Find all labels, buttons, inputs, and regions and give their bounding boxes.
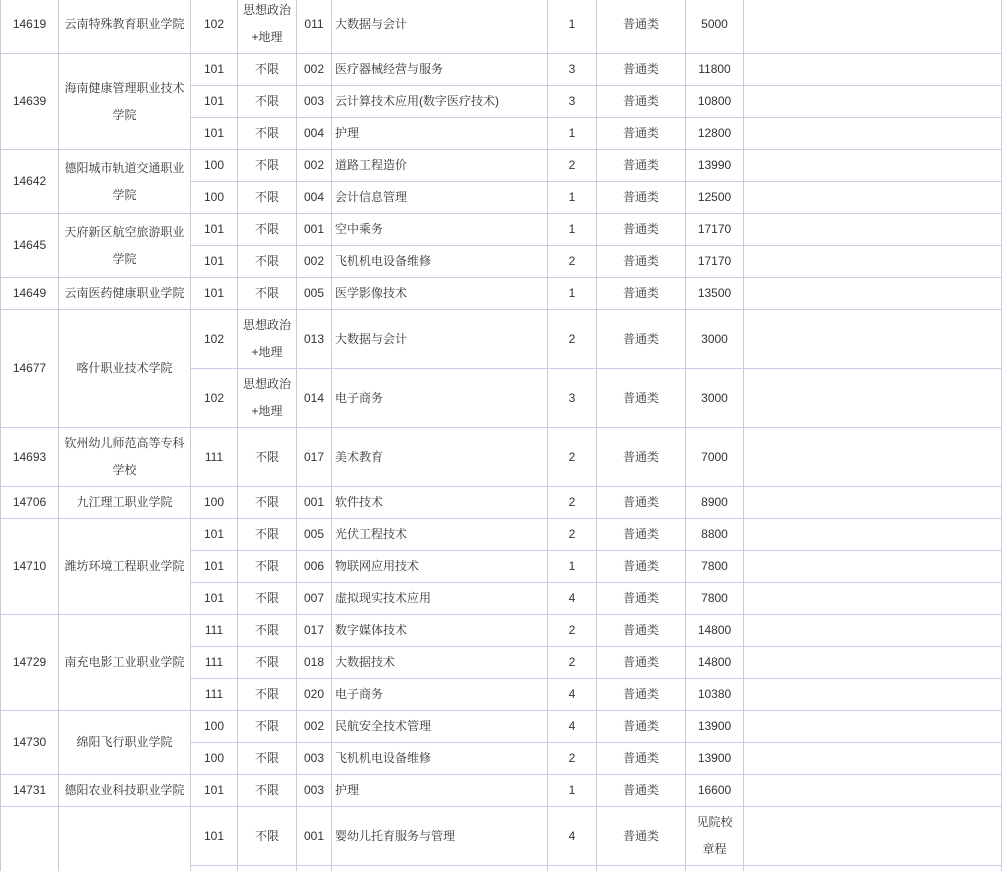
category-cell: 普通类: [597, 214, 686, 246]
plan-count-cell: 2: [548, 743, 597, 775]
empty-cell: [744, 428, 1002, 487]
group-code-cell: 101: [191, 519, 238, 551]
plan-count-cell: 1: [548, 278, 597, 310]
major-name-cell: 大数据技术: [332, 647, 548, 679]
empty-cell: [744, 583, 1002, 615]
tuition-cell: 7800: [686, 551, 744, 583]
category-cell: 普通类: [597, 310, 686, 369]
school-name-cell: [59, 807, 191, 871]
table-row: [1, 775, 1002, 807]
category-cell: 普通类: [597, 551, 686, 583]
major-code-cell: 004: [297, 118, 332, 150]
major-name-cell: 会计信息管理: [332, 182, 548, 214]
plan-count-cell: 2: [548, 647, 597, 679]
school-code-cell: 14649: [1, 278, 59, 310]
plan-count-cell: 4: [548, 679, 597, 711]
category-cell: 普通类: [597, 775, 686, 807]
major-code-cell: 002: [297, 150, 332, 182]
group-code-cell: 101: [191, 86, 238, 118]
plan-count-cell: 3: [548, 369, 597, 428]
table-row: [1, 615, 1002, 647]
subject-requirement-cell: 不限: [238, 583, 297, 615]
school-code-cell: 14642: [1, 150, 59, 214]
empty-cell: [744, 679, 1002, 711]
school-code-cell: 14731: [1, 775, 59, 807]
table-row: [1, 310, 1002, 369]
category-cell: 普通类: [597, 583, 686, 615]
group-code-cell: 111: [191, 615, 238, 647]
plan-count-cell: 1: [548, 214, 597, 246]
major-code-cell: 002: [297, 711, 332, 743]
plan-count-cell: 4: [548, 807, 597, 866]
major-name-cell: 婴幼儿托育服务与管理: [332, 807, 548, 866]
group-code-cell: 101: [191, 278, 238, 310]
school-name-cell: 德阳农业科技职业学院: [59, 775, 191, 807]
category-cell: 普通类: [597, 54, 686, 86]
tuition-cell: 14800: [686, 615, 744, 647]
table-row: [1, 278, 1002, 310]
major-code-cell: 001: [297, 807, 332, 866]
school-code-cell: [1, 807, 59, 871]
subject-requirement-cell: 不限: [238, 807, 297, 866]
plan-count-cell: 3: [548, 54, 597, 86]
school-code-cell: 14639: [1, 54, 59, 150]
school-name-cell: 潍坊环境工程职业学院: [59, 519, 191, 615]
category-cell: 普通类: [597, 278, 686, 310]
empty-cell: [744, 150, 1002, 182]
subject-requirement-cell: 不限: [238, 118, 297, 150]
school-code-cell: 14730: [1, 711, 59, 775]
empty-cell: [744, 647, 1002, 679]
table-row: [1, 711, 1002, 743]
major-code-cell: 014: [297, 369, 332, 428]
empty-cell: [744, 711, 1002, 743]
major-code-cell: 003: [297, 86, 332, 118]
subject-requirement-cell: 不限: [238, 775, 297, 807]
tuition-cell: 12800: [686, 118, 744, 150]
tuition-cell: 3000: [686, 369, 744, 428]
subject-requirement-cell: 不限: [238, 86, 297, 118]
tuition-cell: 13990: [686, 150, 744, 182]
tuition-cell: 7800: [686, 583, 744, 615]
school-code-cell: 14729: [1, 615, 59, 711]
empty-cell: [744, 615, 1002, 647]
school-name-cell: 云南特殊教育职业学院: [59, 0, 191, 54]
plan-count-cell: 2: [548, 519, 597, 551]
school-name-cell: 钦州幼儿师范高等专科学校: [59, 428, 191, 487]
subject-requirement-cell: 不限: [238, 679, 297, 711]
school-code-cell: 14645: [1, 214, 59, 278]
tuition-cell: 8800: [686, 519, 744, 551]
tuition-cell: 8900: [686, 487, 744, 519]
category-cell: 普通类: [597, 807, 686, 866]
subject-requirement-cell: 不限: [238, 551, 297, 583]
major-name-cell: 护理: [332, 775, 548, 807]
major-code-cell: 001: [297, 214, 332, 246]
major-name-cell: 空中乘务: [332, 214, 548, 246]
empty-cell: [744, 310, 1002, 369]
major-name-cell: 护理: [332, 118, 548, 150]
major-code-cell: 001: [297, 487, 332, 519]
tuition-cell: 14800: [686, 647, 744, 679]
major-name-cell: 数字媒体技术: [332, 615, 548, 647]
tuition-cell: 7000: [686, 428, 744, 487]
school-name-cell: 喀什职业技术学院: [59, 310, 191, 428]
major-name-cell: 飞机机电设备维修: [332, 246, 548, 278]
tuition-cell: 13500: [686, 278, 744, 310]
major-name-cell: 大数据与会计: [332, 310, 548, 369]
school-code-cell: 14677: [1, 310, 59, 428]
empty-cell: [744, 551, 1002, 583]
plan-count-cell: 2: [548, 487, 597, 519]
major-code-cell: 017: [297, 428, 332, 487]
major-name-cell: 医疗器械经营与服务: [332, 54, 548, 86]
subject-requirement-cell: 不限: [238, 519, 297, 551]
group-code-cell: 101: [191, 807, 238, 866]
empty-cell: [686, 866, 744, 871]
group-code-cell: 102: [191, 0, 238, 54]
empty-cell: [744, 807, 1002, 866]
tuition-cell: 12500: [686, 182, 744, 214]
plan-count-cell: 1: [548, 182, 597, 214]
tuition-cell: 10380: [686, 679, 744, 711]
major-code-cell: 002: [297, 54, 332, 86]
plan-count-cell: 4: [548, 583, 597, 615]
empty-cell: [744, 775, 1002, 807]
category-cell: 普通类: [597, 519, 686, 551]
category-cell: 普通类: [597, 743, 686, 775]
group-code-cell: 100: [191, 487, 238, 519]
empty-cell: [744, 369, 1002, 428]
subject-requirement-cell: 不限: [238, 647, 297, 679]
major-name-cell: 电子商务: [332, 679, 548, 711]
group-code-cell: 100: [191, 711, 238, 743]
empty-cell: [744, 743, 1002, 775]
major-name-cell: 飞机机电设备维修: [332, 743, 548, 775]
school-code-cell: 14619: [1, 0, 59, 54]
subject-requirement-cell: 不限: [238, 214, 297, 246]
category-cell: 普通类: [597, 615, 686, 647]
tuition-cell: 13900: [686, 743, 744, 775]
group-code-cell: 101: [191, 214, 238, 246]
empty-cell: [238, 866, 297, 871]
table-row: [1, 214, 1002, 246]
category-cell: 普通类: [597, 487, 686, 519]
group-code-cell: 111: [191, 428, 238, 487]
tuition-cell: 17170: [686, 214, 744, 246]
school-name-cell: 云南医药健康职业学院: [59, 278, 191, 310]
empty-cell: [744, 86, 1002, 118]
major-code-cell: 006: [297, 551, 332, 583]
tuition-cell: 17170: [686, 246, 744, 278]
group-code-cell: 102: [191, 310, 238, 369]
category-cell: 普通类: [597, 0, 686, 54]
group-code-cell: 101: [191, 118, 238, 150]
plan-count-cell: 1: [548, 118, 597, 150]
school-name-cell: 天府新区航空旅游职业学院: [59, 214, 191, 278]
school-name-cell: 绵阳飞行职业学院: [59, 711, 191, 775]
group-code-cell: 101: [191, 551, 238, 583]
tuition-cell: 见院校章程: [686, 807, 744, 866]
major-code-cell: 004: [297, 182, 332, 214]
table-row: [1, 150, 1002, 182]
plan-count-cell: 3: [548, 86, 597, 118]
plan-count-cell: 1: [548, 551, 597, 583]
table-row: [1, 519, 1002, 551]
group-code-cell: 100: [191, 182, 238, 214]
major-code-cell: 020: [297, 679, 332, 711]
category-cell: 普通类: [597, 369, 686, 428]
group-code-cell: 101: [191, 775, 238, 807]
empty-cell: [297, 866, 332, 871]
major-name-cell: 道路工程造价: [332, 150, 548, 182]
major-code-cell: 005: [297, 519, 332, 551]
school-code-cell: 14706: [1, 487, 59, 519]
major-name-cell: 大数据与会计: [332, 0, 548, 54]
group-code-cell: 101: [191, 583, 238, 615]
major-name-cell: 医学影像技术: [332, 278, 548, 310]
table-row: [1, 54, 1002, 86]
category-cell: 普通类: [597, 246, 686, 278]
major-name-cell: 电子商务: [332, 369, 548, 428]
subject-requirement-cell: 思想政治+地理: [238, 369, 297, 428]
category-cell: 普通类: [597, 86, 686, 118]
subject-requirement-cell: 思想政治+地理: [238, 0, 297, 54]
major-name-cell: 物联网应用技术: [332, 551, 548, 583]
category-cell: 普通类: [597, 679, 686, 711]
plan-count-cell: 2: [548, 246, 597, 278]
empty-cell: [744, 278, 1002, 310]
tuition-cell: 13900: [686, 711, 744, 743]
major-name-cell: 云计算技术应用(数字医疗技术): [332, 86, 548, 118]
group-code-cell: 111: [191, 679, 238, 711]
subject-requirement-cell: 不限: [238, 615, 297, 647]
major-code-cell: 002: [297, 246, 332, 278]
school-name-cell: 德阳城市轨道交通职业学院: [59, 150, 191, 214]
subject-requirement-cell: 不限: [238, 428, 297, 487]
major-name-cell: 虚拟现实技术应用: [332, 583, 548, 615]
major-code-cell: 013: [297, 310, 332, 369]
subject-requirement-cell: 不限: [238, 487, 297, 519]
table-row: [1, 807, 1002, 866]
school-name-cell: 南充电影工业职业学院: [59, 615, 191, 711]
major-name-cell: 光伏工程技术: [332, 519, 548, 551]
subject-requirement-cell: 不限: [238, 743, 297, 775]
school-code-cell: 14710: [1, 519, 59, 615]
empty-cell: [744, 866, 1002, 871]
subject-requirement-cell: 不限: [238, 278, 297, 310]
plan-count-cell: 1: [548, 0, 597, 54]
empty-cell: [744, 118, 1002, 150]
subject-requirement-cell: 思想政治+地理: [238, 310, 297, 369]
subject-requirement-cell: 不限: [238, 150, 297, 182]
major-name-cell: 软件技术: [332, 487, 548, 519]
major-code-cell: 007: [297, 583, 332, 615]
group-code-cell: 102: [191, 369, 238, 428]
empty-cell: [332, 866, 548, 871]
tuition-cell: 3000: [686, 310, 744, 369]
empty-cell: [744, 214, 1002, 246]
empty-cell: [744, 246, 1002, 278]
category-cell: 普通类: [597, 711, 686, 743]
group-code-cell: 100: [191, 743, 238, 775]
category-cell: 普通类: [597, 150, 686, 182]
school-name-cell: 海南健康管理职业技术学院: [59, 54, 191, 150]
plan-count-cell: 2: [548, 310, 597, 369]
empty-cell: [191, 866, 238, 871]
tuition-cell: 16600: [686, 775, 744, 807]
group-code-cell: 101: [191, 54, 238, 86]
tuition-cell: 11800: [686, 54, 744, 86]
major-name-cell: 民航安全技术管理: [332, 711, 548, 743]
plan-count-cell: 2: [548, 150, 597, 182]
table-body: [1, 0, 1002, 871]
subject-requirement-cell: 不限: [238, 711, 297, 743]
subject-requirement-cell: 不限: [238, 54, 297, 86]
empty-cell: [597, 866, 686, 871]
group-code-cell: 101: [191, 246, 238, 278]
plan-count-cell: 2: [548, 428, 597, 487]
category-cell: 普通类: [597, 647, 686, 679]
plan-count-cell: 1: [548, 775, 597, 807]
table-row: [1, 0, 1002, 54]
empty-cell: [548, 866, 597, 871]
empty-cell: [744, 54, 1002, 86]
major-code-cell: 005: [297, 278, 332, 310]
table-row: [1, 487, 1002, 519]
category-cell: 普通类: [597, 428, 686, 487]
major-name-cell: 美术教育: [332, 428, 548, 487]
empty-cell: [744, 487, 1002, 519]
major-code-cell: 011: [297, 0, 332, 54]
plan-count-cell: 4: [548, 711, 597, 743]
major-code-cell: 017: [297, 615, 332, 647]
category-cell: 普通类: [597, 182, 686, 214]
category-cell: 普通类: [597, 118, 686, 150]
group-code-cell: 111: [191, 647, 238, 679]
empty-cell: [744, 519, 1002, 551]
tuition-cell: 10800: [686, 86, 744, 118]
empty-cell: [744, 182, 1002, 214]
major-code-cell: 003: [297, 775, 332, 807]
school-code-cell: 14693: [1, 428, 59, 487]
table-row: [1, 428, 1002, 487]
major-code-cell: 003: [297, 743, 332, 775]
subject-requirement-cell: 不限: [238, 246, 297, 278]
tuition-cell: 5000: [686, 0, 744, 54]
group-code-cell: 100: [191, 150, 238, 182]
major-code-cell: 018: [297, 647, 332, 679]
plan-count-cell: 2: [548, 615, 597, 647]
empty-cell: [744, 0, 1002, 54]
school-name-cell: 九江理工职业学院: [59, 487, 191, 519]
subject-requirement-cell: 不限: [238, 182, 297, 214]
